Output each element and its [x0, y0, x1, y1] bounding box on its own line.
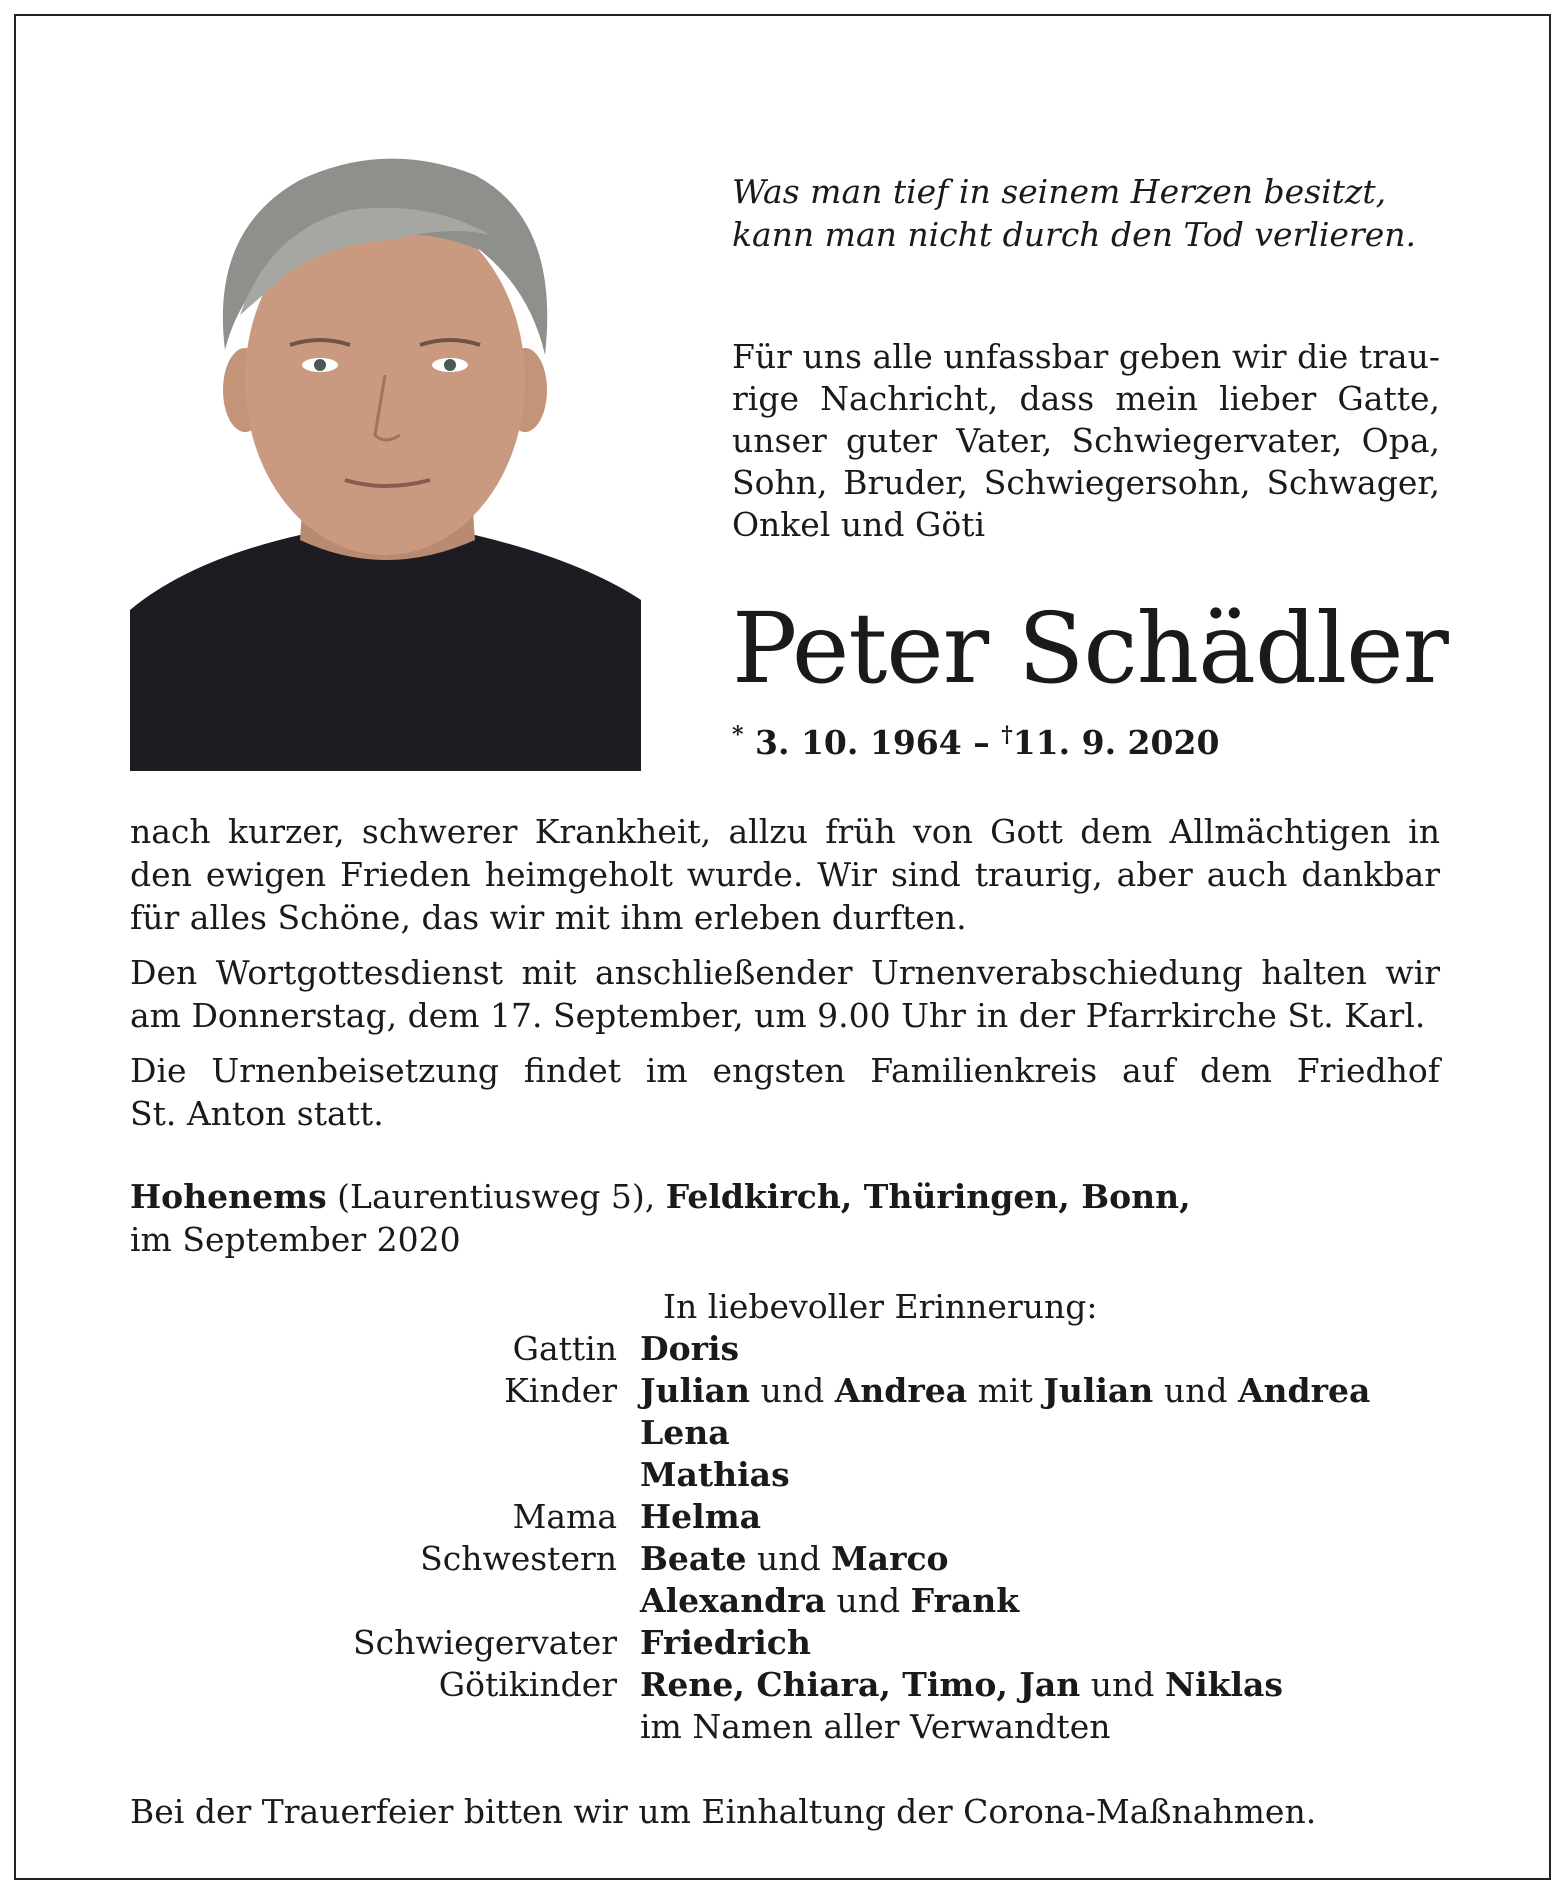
family-member-name: Doris	[640, 1329, 740, 1368]
family-member-name: Alexandra	[640, 1581, 827, 1620]
family-connector: und	[1090, 1665, 1155, 1704]
family-member-name: Lena	[640, 1413, 730, 1452]
place-others: Feldkirch, Thüringen, Bonn,	[665, 1177, 1191, 1216]
quote-line: Was man tief in seinem Herzen besitzt,	[732, 172, 1387, 211]
family-names	[640, 1706, 1110, 1748]
family-member-name: Andrea	[834, 1371, 968, 1410]
portrait-photo	[130, 140, 641, 771]
intro-line: rige Nachricht, dass mein lieber Gatte,	[732, 379, 1440, 418]
family-names	[640, 1580, 1019, 1622]
paragraph-line: den ewigen Frieden heimgeholt wurde. Wir sind traurig, aber auch dankbar	[130, 855, 1440, 894]
family-relation: Schwiegervater	[353, 1623, 617, 1662]
birth-date: 3. 10. 1964	[755, 723, 962, 762]
date-separator: –	[973, 723, 990, 762]
place-date: im September 2020	[130, 1220, 461, 1259]
family-row	[130, 1706, 1370, 1748]
family-names	[640, 1664, 1283, 1706]
family-relation: Mama	[512, 1497, 617, 1536]
closing-note: Bei der Trauerfeier bitten wir um Einhaltung der Corona-Maßnahmen.	[130, 1792, 1317, 1831]
intro-line: Für uns alle unfassbar geben wir die trau-	[732, 337, 1440, 376]
paragraph-line: Den Wortgottesdienst mit anschließender Urnenverabschiedung halten wir	[130, 953, 1440, 992]
paragraph-line: Die Urnenbeisetzung findet im engsten Familienkreis auf dem Friedhof	[130, 1051, 1440, 1090]
family-connector: und	[1163, 1371, 1228, 1410]
family-names	[640, 1328, 739, 1370]
memory-heading: In liebevoller Erinnerung:	[663, 1287, 1098, 1326]
memorial-quote	[732, 170, 1452, 256]
family-row	[130, 1370, 1370, 1412]
intro-line: Onkel und Göti	[732, 505, 986, 544]
family-names	[640, 1370, 1370, 1412]
death-date: 11. 9. 2020	[1012, 723, 1220, 762]
family-connector: und	[760, 1371, 825, 1410]
family-relation	[130, 1412, 640, 1454]
family-row	[130, 1496, 1370, 1538]
family-member-name: Niklas	[1164, 1665, 1283, 1704]
paragraph	[130, 1049, 1440, 1135]
family-member-name: Friedrich	[640, 1623, 811, 1662]
family-member-name: Andrea	[1237, 1371, 1371, 1410]
family-names	[640, 1412, 730, 1454]
family-relation	[130, 1706, 640, 1748]
family-row	[130, 1664, 1370, 1706]
life-dates	[732, 722, 1219, 762]
family-row	[130, 1622, 1370, 1664]
family-member-name: Mathias	[640, 1455, 790, 1494]
family-row	[130, 1538, 1370, 1580]
announcement-body	[130, 810, 1440, 1147]
family-member-name: Rene, Chiara, Timo, Jan	[640, 1665, 1081, 1704]
family-row	[130, 1580, 1370, 1622]
family-relation	[130, 1454, 640, 1496]
family-connector: und	[757, 1539, 821, 1578]
family-row	[130, 1454, 1370, 1496]
family-member-name: Frank	[910, 1581, 1020, 1620]
paragraph	[130, 951, 1440, 1037]
family-names	[640, 1538, 949, 1580]
family-list	[130, 1328, 1370, 1748]
family-names	[640, 1454, 790, 1496]
family-names	[640, 1496, 761, 1538]
birth-mark: *	[732, 722, 744, 748]
place-city: Hohenems	[130, 1177, 327, 1216]
deceased-name: Peter Schädler	[732, 592, 1448, 705]
family-connector: und	[836, 1581, 901, 1620]
family-member-name: Beate	[640, 1539, 747, 1578]
family-relation	[130, 1580, 640, 1622]
intro-line: unser guter Vater, Schwiegervater, Opa,	[732, 421, 1440, 460]
family-member-name: Julian	[640, 1371, 751, 1410]
family-relation: Schwestern	[420, 1539, 617, 1578]
family-connector: mit	[977, 1371, 1033, 1410]
family-member-name: Helma	[640, 1497, 762, 1536]
paragraph-line: nach kurzer, schwerer Krankheit, allzu früh von Gott dem Allmächtigen in	[130, 812, 1440, 851]
paragraph-line: für alles Schöne, das wir mit ihm erleben durften.	[130, 898, 967, 937]
intro-line: Sohn, Bruder, Schwiegersohn, Schwager,	[732, 463, 1440, 502]
death-mark: †	[1001, 722, 1013, 748]
family-member-name: Julian	[1043, 1371, 1154, 1410]
family-connector: im Namen aller Verwandten	[640, 1707, 1111, 1746]
paragraph	[130, 810, 1440, 939]
family-member-name: Marco	[831, 1539, 949, 1578]
paragraph-line: St. Anton statt.	[130, 1094, 384, 1133]
intro-announcement	[732, 336, 1440, 546]
family-relation: Kinder	[504, 1371, 617, 1410]
family-row	[130, 1412, 1370, 1454]
paragraph-line: am Donnerstag, dem 17. September, um 9.00 Uhr in der Pfarrkirche St. Karl.	[130, 996, 1426, 1035]
family-relation: Götikinder	[438, 1665, 617, 1704]
family-names	[640, 1622, 811, 1664]
place-address: (Laurentiusweg 5),	[337, 1177, 656, 1216]
quote-line: kann man nicht durch den Tod verlieren.	[732, 215, 1417, 254]
family-row	[130, 1328, 1370, 1370]
family-relation: Gattin	[512, 1329, 617, 1368]
place-and-date	[130, 1175, 1191, 1261]
